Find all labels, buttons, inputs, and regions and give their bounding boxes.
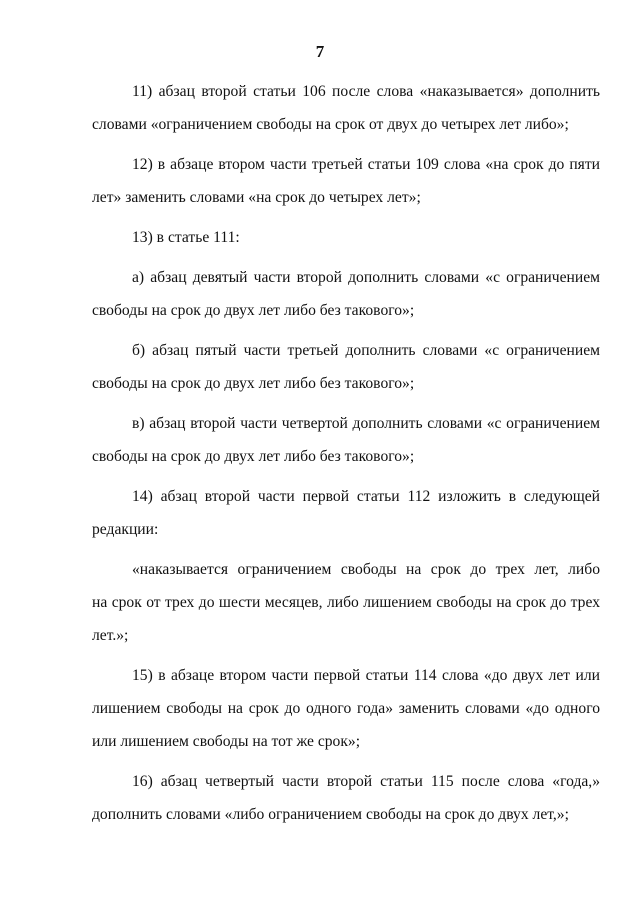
paragraph-line: 14) абзац второй части первой статьи 112 изложить в следующей	[132, 488, 600, 505]
paragraph-line: 16) абзац четвертый части второй статьи 115 после слова «года,»	[132, 773, 600, 790]
paragraph-line: свободы на срок до двух лет либо без такового»;	[92, 302, 415, 319]
paragraph	[92, 221, 600, 254]
paragraph	[92, 75, 600, 141]
paragraph-spacer	[92, 758, 600, 765]
paragraph-spacer	[92, 327, 600, 334]
paragraph-spacer	[92, 214, 600, 221]
paragraph-line: на срок от трех до шести месяцев, либо лишением свободы на срок до трех	[92, 594, 600, 611]
paragraph	[92, 334, 600, 400]
paragraph-line: редакции:	[92, 521, 159, 538]
paragraph-line: дополнить словами «либо ограничением свободы на срок до двух лет,»;	[92, 806, 569, 823]
paragraph	[92, 148, 600, 214]
document-body	[92, 75, 600, 831]
paragraph-line: 11) абзац второй статьи 106 после слова «наказывается» дополнить	[132, 83, 600, 100]
paragraph-spacer	[92, 141, 600, 148]
paragraph	[92, 407, 600, 473]
paragraph-spacer	[92, 546, 600, 553]
paragraph	[92, 765, 600, 831]
paragraph-line: 12) в абзаце втором части третьей статьи 109 слова «на срок до пяти	[132, 156, 600, 173]
paragraph	[92, 553, 600, 652]
paragraph-line: б) абзац пятый части третьей дополнить словами «с ограничением	[132, 342, 600, 359]
paragraph	[92, 480, 600, 546]
paragraph-line: а) абзац девятый части второй дополнить словами «с ограничением	[132, 269, 600, 286]
page-number: 7	[315, 42, 325, 61]
paragraph-line: лет.»;	[92, 627, 129, 644]
paragraph-line: или лишением свободы на тот же срок»;	[92, 733, 361, 750]
paragraph-line: свободы на срок до двух лет либо без такового»;	[92, 448, 415, 465]
paragraph-line: лет» заменить словами «на срок до четырех лет»;	[92, 189, 421, 206]
paragraph-line: в) абзац второй части четвертой дополнить словами «с ограничением	[132, 415, 600, 432]
paragraph-spacer	[92, 254, 600, 261]
paragraph-line: 15) в абзаце втором части первой статьи 114 слова «до двух лет или	[132, 667, 600, 684]
paragraph-line: 13) в статье 111:	[132, 229, 240, 246]
paragraph-line: свободы на срок до двух лет либо без такового»;	[92, 375, 415, 392]
paragraph	[92, 261, 600, 327]
paragraph-line: лишением свободы на срок до одного года» заменить словами «до одного	[92, 700, 600, 717]
paragraph	[92, 659, 600, 758]
paragraph-line: «наказывается ограничением свободы на срок до трех лет, либо	[132, 561, 600, 578]
paragraph-line: словами «ограничением свободы на срок от двух до четырех лет либо»;	[92, 116, 569, 133]
paragraph-spacer	[92, 473, 600, 480]
paragraph-spacer	[92, 400, 600, 407]
paragraph-spacer	[92, 652, 600, 659]
